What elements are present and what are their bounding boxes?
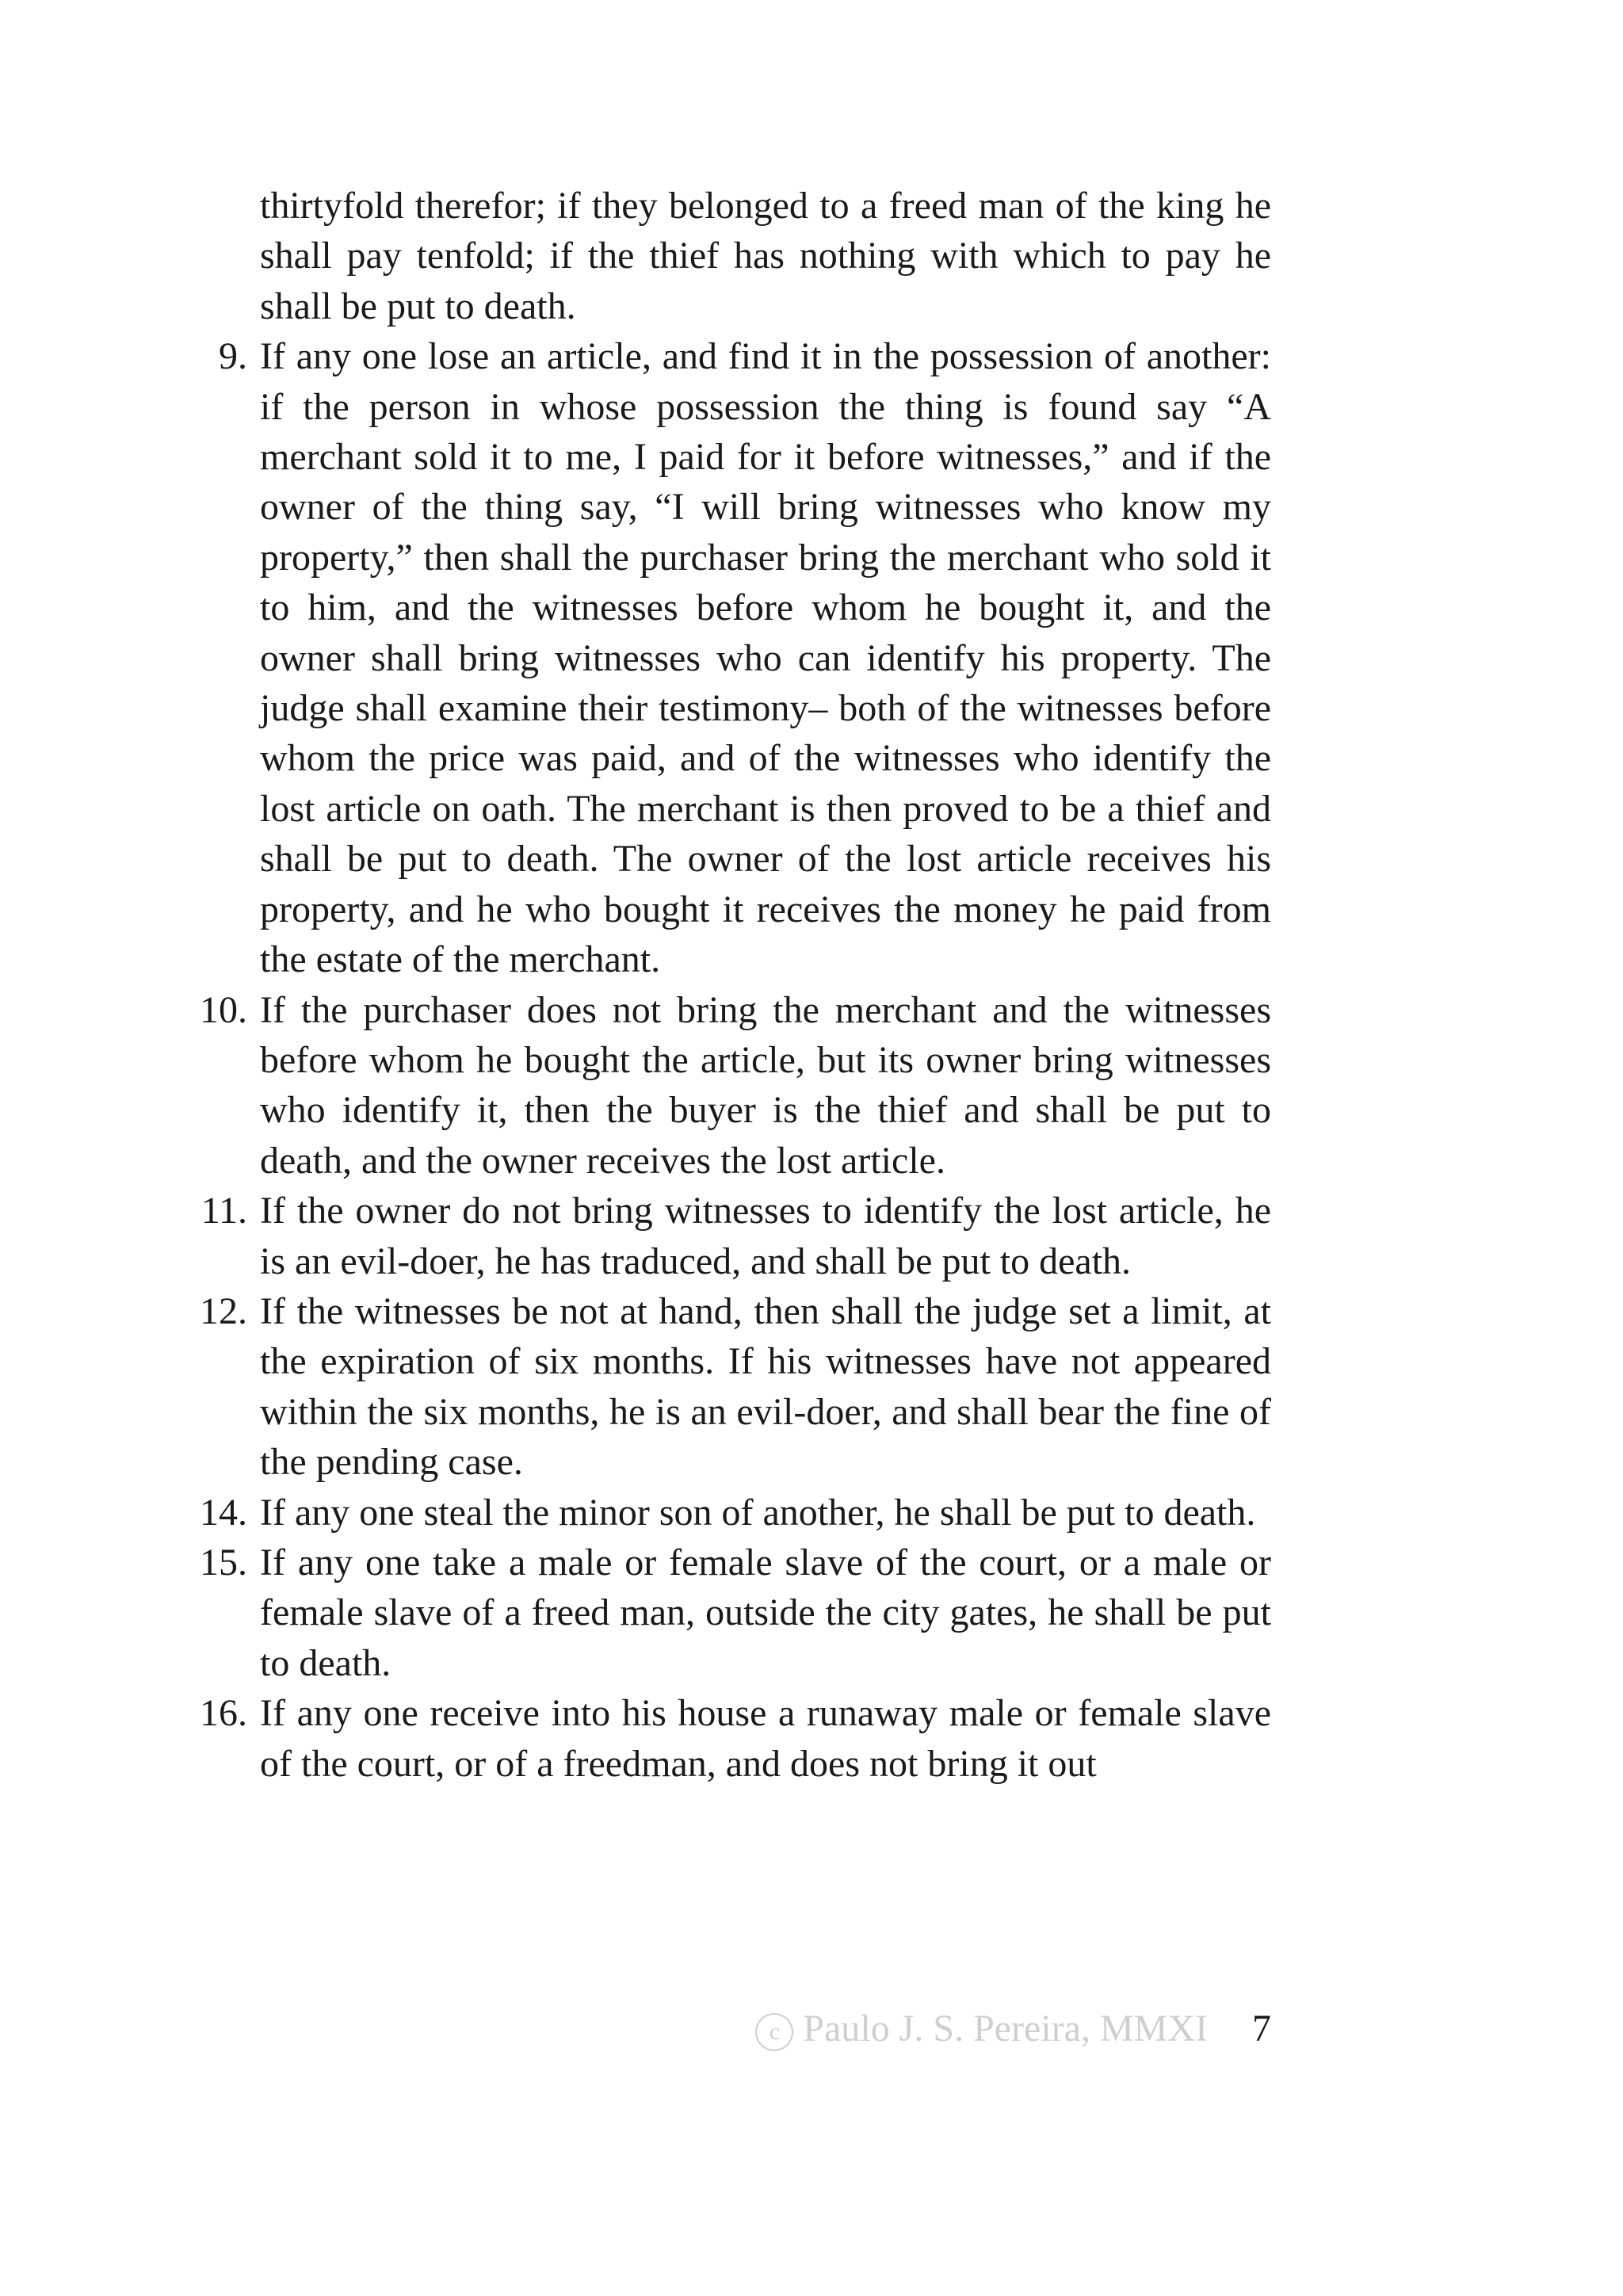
law-item-16	[200, 1688, 1271, 1789]
law-text: If the witnesses be not at hand, then shall the judge set a limit, at the expiration of six months. If his witnesses have not appeared within the six months, he is an evil-doer, and shall bear the fine of the pending case.	[260, 1289, 1271, 1484]
law-number: 16.	[200, 1692, 247, 1735]
page-number: 7	[1252, 2008, 1271, 2050]
continuation-paragraph: thirtyfold therefor; if they belonged to a freed man of the king he shall pay tenfold; if the thief has nothing with which to pay he shall be put to death.	[260, 185, 1271, 327]
law-text: If any one steal the minor son of another, he shall be put to death.	[260, 1491, 1256, 1534]
law-text: If any one receive into his house a runaway male or female slave of the court, or of a freedman, and does not bring it out	[260, 1692, 1271, 1785]
law-item-11	[200, 1186, 1271, 1286]
law-text: If the purchaser does not bring the merchant and the witnesses before whom he bought the article, but its owner bring witnesses who identify it, then the buyer is the thief and shall be put to death, and the owner receives the lost article.	[260, 988, 1271, 1182]
copyright-notice	[755, 2008, 1217, 2050]
law-text: If the owner do not bring witnesses to identify the lost article, he is an evil-doer, he has traduced, and shall be put to death.	[260, 1190, 1271, 1282]
law-number: 14.	[200, 1491, 247, 1534]
law-text: If any one lose an article, and find it in the possession of another: if the person in whose possession the thing is found say “A merchant sold it to me, I paid for it before witnesses,” and if the owner of the thing say, “I will bring witnesses who know my property,” then shall the purchaser bring the merchant who sold it to him, and the witnesses before whom he bought it, and the owner shall bring witnesses who can identify his property. The judge shall examine their testimony– both of the witnesses before whom the price was paid, and of the witnesses who identify the lost article on oath. The merchant is then proved to be a thief and shall be put to death. The owner of the lost article receives his property, and he who bought it receives the money he paid from the estate of the merchant.	[260, 335, 1271, 981]
page-footer	[755, 2004, 1271, 2053]
law-number: 9.	[219, 335, 247, 378]
copyright-text: Paulo J. S. Pereira, MMXI	[803, 2008, 1208, 2050]
copyright-icon: c	[755, 2013, 793, 2051]
law-item-15	[200, 1538, 1271, 1688]
law-list	[200, 331, 1271, 1789]
law-number: 12.	[200, 1289, 247, 1332]
law-item-9	[219, 331, 1271, 984]
law-number: 10.	[200, 988, 247, 1031]
law-item-14	[200, 1488, 1271, 1538]
law-number: 15.	[200, 1541, 247, 1584]
law-item-12	[200, 1286, 1271, 1488]
law-item-10	[200, 985, 1271, 1186]
law-number: 11.	[200, 1190, 247, 1232]
page-body	[200, 181, 1271, 1789]
law-text: If any one take a male or female slave of the court, or a male or female slave of a freed man, outside the city gates, he shall be put to death.	[260, 1541, 1271, 1684]
